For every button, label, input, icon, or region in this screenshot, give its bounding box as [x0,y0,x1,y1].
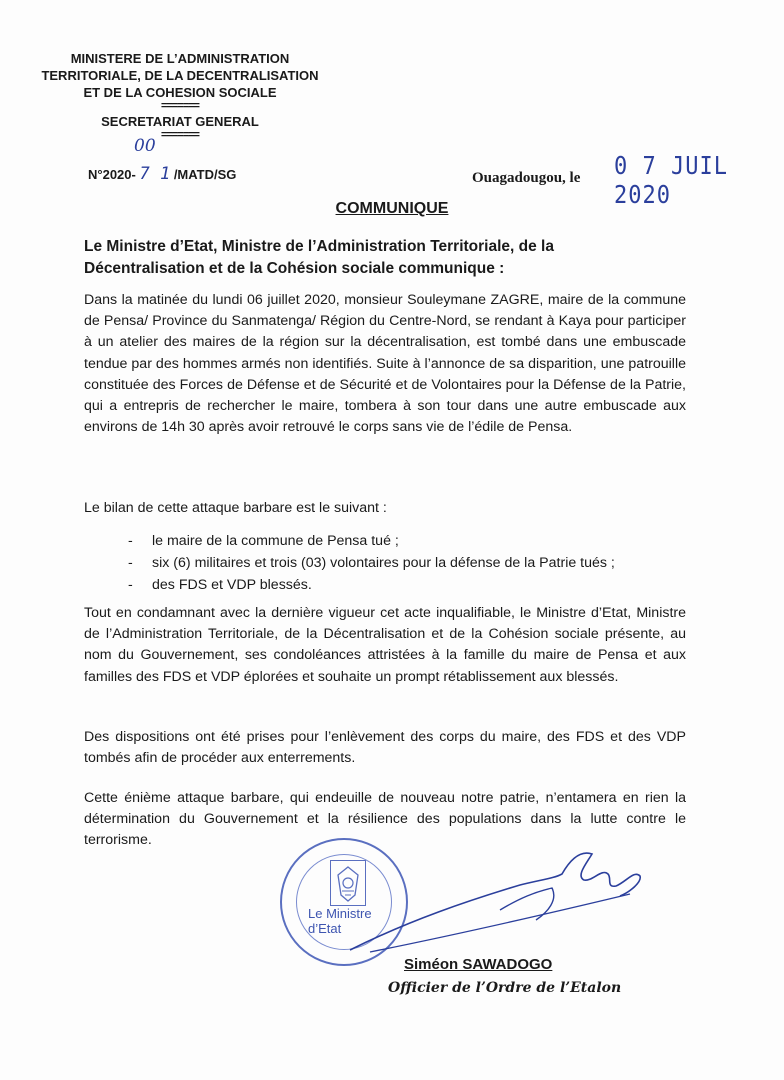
reference-number [88,164,236,184]
header-separator-1: ======= [161,100,199,112]
signatory-title: Officier de l’Ordre de l’Etalon [388,980,622,996]
list-item: - le maire de la commune de Pensa tué ; [128,530,615,552]
reference-handwritten: 7 1 [139,164,171,184]
reference-prefix: N°2020- [88,167,136,182]
paragraph-5: Cette énième attaque barbare, qui endeuille de nouveau notre patrie, n’entamera en rien la détermination du Gouvernement et la résilience des populations dans la lutte contre le terrorisme. [84,790,686,849]
reference-suffix: /MATD/SG [173,167,237,182]
paragraph-2: Le bilan de cette attaque barbare est le suivant : [84,500,387,516]
date-stamp: 0 7 JUIL 2020 [614,152,728,210]
list-item: - des FDS et VDP blessés. [128,574,615,596]
header-separator-2: ======= [161,129,199,141]
ministry-header [30,50,330,141]
casualty-list [128,530,615,596]
ministry-line-3: ET DE LA COHESION SOCIALE [83,85,277,100]
paragraph-1: Dans la matinée du lundi 06 juillet 2020, monsieur Souleymane ZAGRE, maire de la commune de Pensa/ Province du Sanmatenga/ Région du Centre-Nord, se rendant à Kaya pour participer à un atelier des maires de la région sur la décentralisation, est tombé dans une embuscade tendue par des hommes armés non identifiés. Suite à l’annonce de sa disparition, une patrouille constituée des Forces de Défense et de Sécurité et de Volontaires pour la Défense de la Patrie, qui a entrepris de rechercher le maire, tombera à son tour dans une autre embuscade aux environs de 14h 30 après avoir retrouvé le corps sans vie de l’édile de Pensa. [84,292,686,436]
lead-statement: Le Ministre d’Etat, Ministre de l’Administration Territoriale, de la Décentralisation et de la Cohésion sociale communique : [84,238,554,277]
paragraph-3: Tout en condamnant avec la dernière vigueur cet acte inqualifiable, le Ministre d’Etat, Ministre de l’Administration Territoriale, de la Décentralisation et de la Cohésion sociale présente, au nom du Gouvernement, ses condoléances attristées à la famille du maire de Pensa et aux familles des FDS et VDP éplorées et souhaite un prompt rétablissement aux blessés. [84,605,686,685]
place-label: Ouagadougou, le [472,170,581,186]
secretariat-label: SECRETARIAT GENERAL [101,114,259,129]
paragraph-4: Des dispositions ont été prises pour l’enlèvement des corps du maire, des FDS et des VDP tombés afin de procéder aux enterrements. [84,729,686,767]
document-title: COMMUNIQUE [335,200,449,217]
handwritten-number: 00 [134,136,156,156]
ministry-line-1: MINISTERE DE L’ADMINISTRATION [70,51,290,66]
ministry-line-2: TERRITORIALE, DE LA DECENTRALISATION [41,68,319,83]
seal-line-1: Le Ministre [308,906,372,921]
seal-line-2: d’Etat [308,921,342,936]
list-item: - six (6) militaires et trois (03) volontaires pour la défense de la Patrie tués ; [128,552,615,574]
handwritten-signature [330,840,660,960]
signatory-name: Siméon SAWADOGO [404,956,553,973]
